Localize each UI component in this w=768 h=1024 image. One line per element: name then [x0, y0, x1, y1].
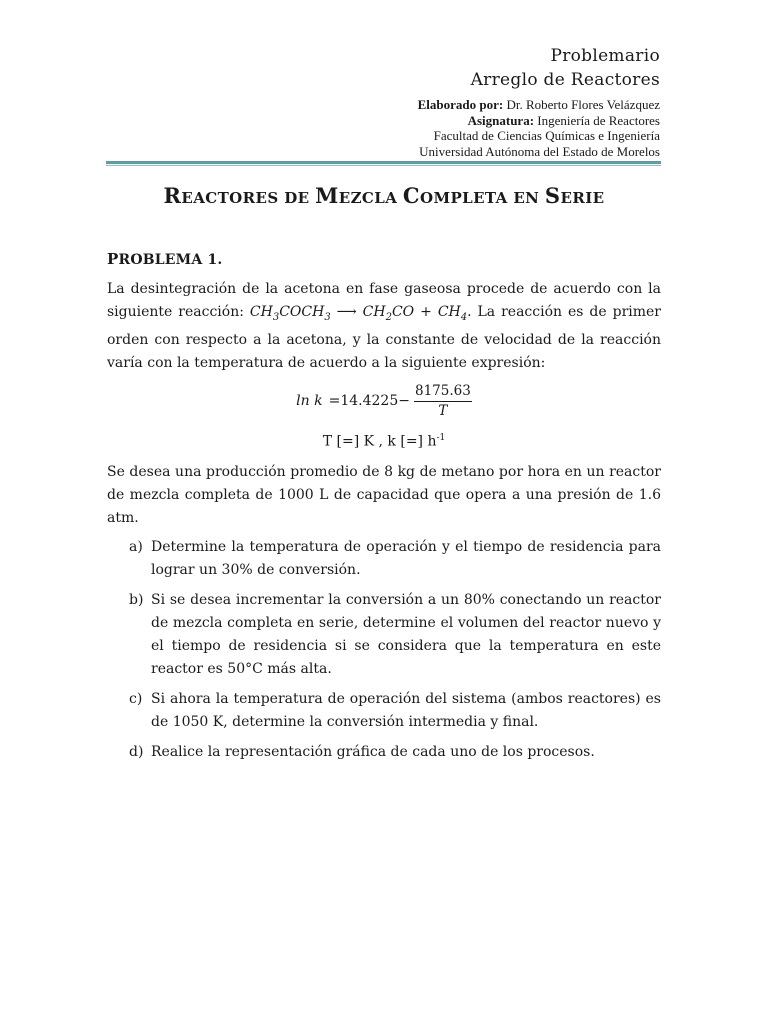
author-label: Elaborado por: — [417, 97, 504, 112]
units-superscript: -1 — [436, 432, 446, 443]
problem-intro — [107, 278, 661, 375]
item-text: Realice la representación gráfica de cada uno de los procesos. — [151, 744, 595, 761]
units-text: T [=] K , k [=] h — [322, 433, 437, 450]
title-word: EN — [513, 189, 540, 207]
item-marker: a) — [129, 539, 143, 556]
fraction-numerator: 8175.63 — [414, 383, 472, 402]
item-text: Determine la temperatura de operación y el tiempo de residencia para lograr un 30% de conversión. — [151, 539, 661, 579]
minus-sign: − — [398, 393, 410, 410]
equation-fraction — [414, 383, 472, 420]
header-divider — [106, 161, 661, 164]
list-item — [107, 589, 661, 681]
course-label: Asignatura: — [467, 112, 535, 128]
plus-sign: + — [414, 304, 438, 320]
fraction-denominator: T — [438, 403, 448, 420]
author-line — [418, 97, 660, 113]
title-initial: R — [163, 183, 182, 208]
list-item — [107, 688, 661, 734]
title-word: EACTORES — [181, 189, 279, 207]
course-value: Ingeniería de Reactores — [534, 112, 660, 128]
title-word: ERIE — [560, 189, 605, 207]
rate-constant-equation — [107, 381, 661, 423]
title-initial: S — [544, 183, 561, 208]
item-marker: d) — [129, 744, 144, 761]
problem-heading — [107, 248, 661, 272]
intro-text: La desintegración de la acetona en fase gaseosa procede de acuerdo con la siguiente reacción: — [107, 281, 661, 320]
title-initial: C — [402, 183, 420, 208]
intro-text-cont: . La reacción es de primer orden con respecto a la acetona, y la constante de velocidad de la reacción varía con la temperatura de acuerdo a la siguiente expresión: — [107, 304, 661, 371]
document-header — [418, 44, 660, 159]
title-initial: M — [315, 183, 339, 208]
list-item — [107, 536, 661, 582]
question-list — [107, 536, 661, 764]
subscript: 2 — [385, 311, 392, 323]
author-value: Dr. Roberto Flores Velázquez — [503, 97, 660, 112]
problem-statement: Se desea una producción promedio de 8 kg de metano por hora en un reactor de mezcla completa de 1000 L de capacidad que opera a una presión de 1.6 atm. — [107, 464, 661, 527]
subscript: 4 — [460, 311, 468, 323]
university-line: Universidad Autónoma del Estado de Morelos — [419, 143, 660, 159]
subscript: 3 — [324, 311, 331, 323]
units-line — [107, 427, 661, 454]
title-word: DE — [284, 189, 310, 207]
reactant: COCH — [279, 304, 325, 320]
heading-initial: P — [107, 250, 119, 268]
equals-sign: = — [328, 393, 341, 410]
header-title: Problemario — [550, 46, 660, 66]
title-word: EZCLA — [338, 189, 398, 207]
header-subtitle: Arreglo de Reactores — [470, 70, 660, 90]
section-title — [0, 183, 768, 208]
course-line — [418, 113, 660, 129]
header-divider-thin — [106, 165, 661, 166]
item-text: Si se desea incrementar la conversión a un 80% conectando un reactor de mezcla completa en serie, determine el volumen del reactor nuevo y el tiempo de residencia si se considera que la temperatura en este reactor es 50°C más alta. — [151, 592, 661, 678]
title-word: OMPLETA — [420, 189, 508, 207]
product: CH — [437, 304, 461, 320]
item-text: Si ahora la temperatura de operación del sistema (ambos reactores) es de 1050 K, determine la conversión intermedia y final. — [151, 691, 661, 731]
item-marker: b) — [129, 592, 144, 609]
heading-rest: ROBLEMA 1. — [118, 252, 223, 268]
reaction-arrow: ⟶ — [330, 304, 363, 320]
product: CH — [362, 304, 386, 320]
product: CO — [391, 304, 415, 320]
equation-constant: 14.4225 — [340, 393, 399, 410]
item-marker: c) — [129, 691, 143, 708]
reaction-equation — [249, 304, 468, 323]
equation-lhs: ln k — [296, 393, 323, 410]
subscript: 3 — [272, 311, 280, 323]
list-item — [107, 741, 661, 764]
reactant: CH — [249, 304, 273, 320]
faculty-line: Facultad de Ciencias Químicas e Ingeniería — [433, 128, 660, 143]
problem-body — [107, 248, 661, 771]
